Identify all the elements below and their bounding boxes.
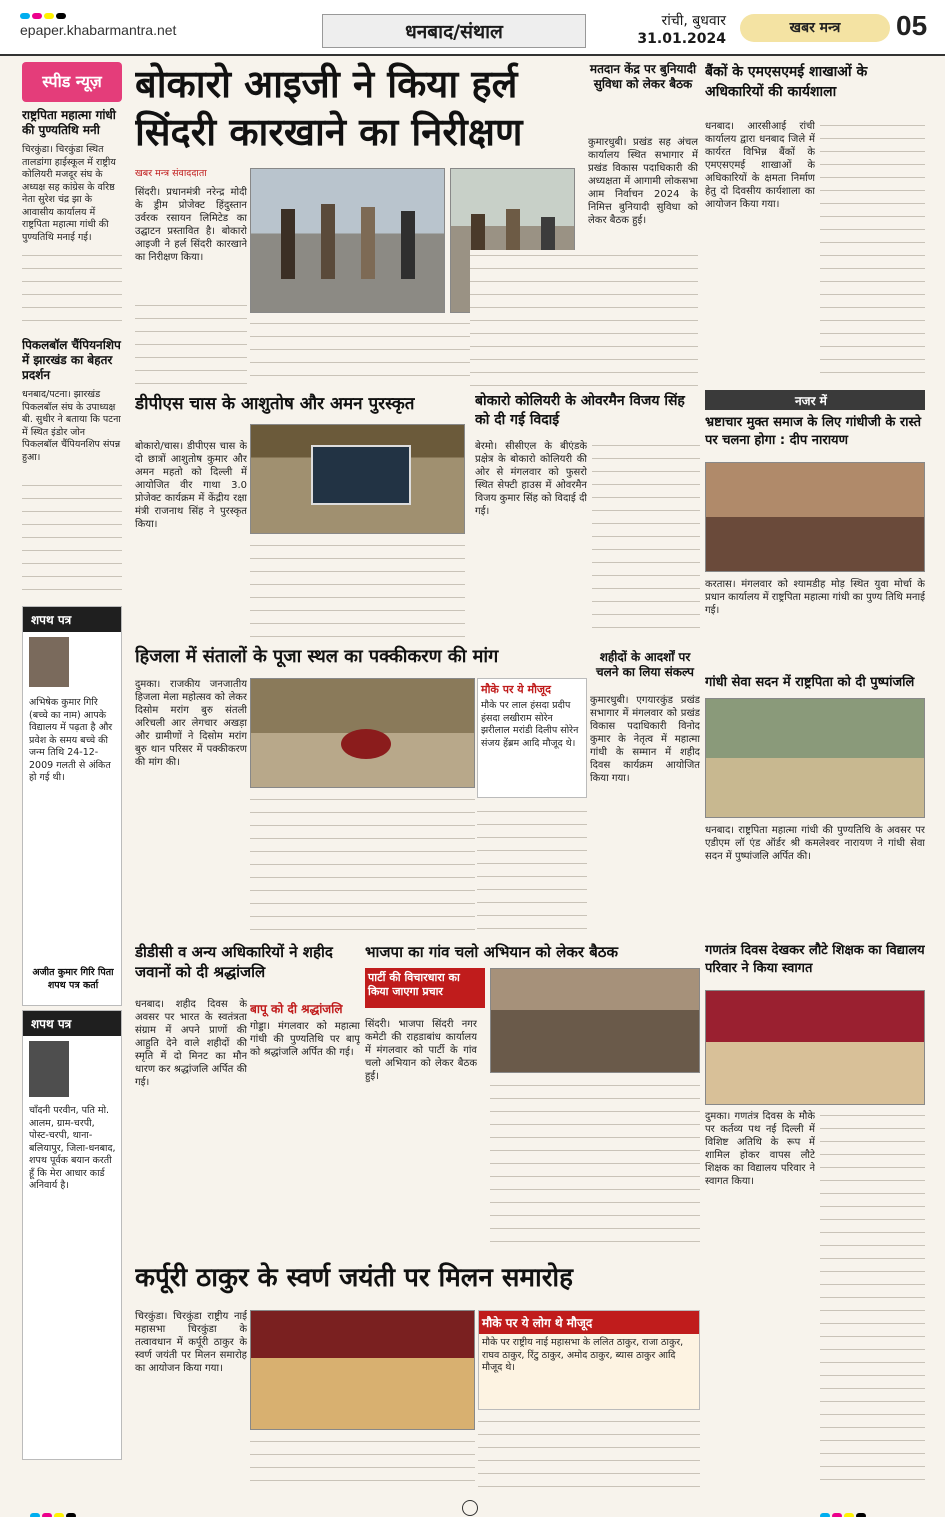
speed-news-label: स्पीड न्यूज़ [22, 62, 122, 102]
presence-box-2 [478, 1310, 700, 1410]
right-news-4-body: दुमका। गणतंत्र दिवस के मौके पर कर्तव्य पथ नई दिल्ली में विशिष्ट अतिथि के रूप में शामिल होकर वापस लौटे शिक्षक का विद्यालय परिवार ने स्वागत किया। [705, 1111, 815, 1187]
nazar-label: नजर में [795, 394, 827, 408]
left-news-1-title: राष्ट्रपिता महात्मा गांधी की पुण्यतिथि मनी [22, 108, 116, 137]
presence-box-1-title: मौके पर ये मौजूद [481, 683, 551, 696]
sub4-body: सिंदरी। भाजपा सिंदरी नगर कमेटी की राहडाबांध कार्यालय में मंगलवार को पार्टी के गांव चलो अभियान को लेकर बैठक हुई। [365, 1019, 477, 1082]
bapu-title-text: बापू को दी श्रद्धांजलि [250, 1002, 343, 1016]
text-filler [820, 1110, 925, 1490]
page-footer [0, 1500, 945, 1517]
sub4-kicker: पार्टी की विचारधारा का किया जाएगा प्रचार [365, 968, 485, 1008]
epaper-url[interactable]: epaper.khabarmantra.net [20, 22, 177, 38]
sub2-body: दुमका। राजकीय जनजातीय हिजला मेला महोत्सव को लेकर दिसोम मरांग बुरु संतली अरिचली आर लेगचार अखड़ा और ग्रामीणों ने दिसोम मरांग बुरु थान परिसर में पक्कीकरण की मांग की। [135, 679, 247, 768]
hijla-worship-photo [250, 678, 475, 788]
affidavit-2-photo [29, 1041, 69, 1097]
affidavit-1-signature: अजीत कुमार गिरि पिता शपथ पत्र कर्ता [32, 967, 114, 991]
left-news-1-body: चिरकुंडा। चिरकुंडा स्थित तालडांगा हाईस्कूल में राष्ट्रीय कोलियरी मजदूर संघ के अध्यक्ष सह कांग्रेस के वरिष्ठ नेता सुरेश चंद्र झा के आवासीय कार्यालय में राष्ट्रपिता महात्मा गांधी की पुण्यतिथि मनाई गई। [22, 144, 116, 243]
bapu-body: गोड्डा। मंगलवार को महात्मा गांधी की पुण्यतिथि पर बापू को श्रद्धांजलि अर्पित की गई। [250, 1021, 360, 1058]
page-number: 05 [896, 10, 928, 41]
text-filler [250, 794, 475, 934]
affidavit-1-body: अभिषेक कुमार गिरि (बच्चे का नाम) आपके विद्यालय में पढ़ता है और प्रवेश के समय बच्चे की जन्म तिथि 24-12-2009 गलती से अंकित हो गई थी। [29, 697, 113, 783]
text-filler [22, 480, 122, 600]
sub5-body: चिरकुंडा। चिरकुंडा राष्ट्रीय नाई महासभा चिरकुंडा के तत्वावधान में कर्पूरी ठाकुर के स्वर्ण जयंती पर मिलन समारोह का आयोजन किया गया। [135, 1311, 247, 1374]
city-day: रांची, बुधवार [661, 13, 726, 29]
karpoori-event-photo [250, 1310, 475, 1430]
presence-box-2-body: मौके पर राष्ट्रीय नाई महासभा के ललित ठाकुर, राजा ठाकुर, राघव ठाकुर, रिंटु ठाकुर, अमोद ठाकुर, ब्यास ठाकुर आदि मौजूद थे। [482, 1337, 684, 1373]
page-header [0, 0, 945, 56]
text-filler [478, 1416, 700, 1490]
presence-box-2-title: मौके पर ये लोग थे मौजूद [479, 1311, 699, 1334]
text-filler [250, 1436, 475, 1490]
affidavit-1-title: शपथ पत्र [23, 607, 121, 632]
registration-mark-icon [462, 1500, 478, 1516]
brand-logo: खबर मन्त्र [740, 14, 890, 42]
affidavit-1-photo [29, 637, 69, 687]
affidavit-2-body: चाँदनी परवीन, पति मो. आलम, ग्राम-चरपी, पोस्ट-चरपी, थाना-बलियापुर, जिला-धनबाद, शपथ पूर्वक बयान करती हूँ कि मेरा आधार कार्ड अनिवार्य है। [29, 1105, 116, 1191]
mid-news-1-title [588, 62, 698, 132]
mid-news-2-title-text: बोकारो कोलियरी के ओवरमैन विजय सिंह को दी गई विदाई [475, 393, 685, 428]
text-filler [477, 806, 587, 936]
right-news-4-title-text: गणतंत्र दिवस देखकर लौटे शिक्षक का विद्यालय परिवार ने किया स्वागत [705, 943, 925, 976]
sub3-body: धनबाद। शहीद दिवस के अवसर पर भारत के स्वतंत्रता संग्राम में अपने प्राणों की आहुति देने वाले शहीदों की स्मृति में दो मिनट का मौन धारण कर श्रद्धांजलि अर्पित की गई। [135, 999, 247, 1088]
mid-news-3-title-text: शहीदों के आदर्शों पर चलने का लिया संकल्प [596, 650, 694, 679]
color-registration-strip [20, 4, 920, 10]
section-title: धनबाद/संथाल [322, 14, 586, 48]
right-news-3-body: धनबाद। राष्ट्रपिता महात्मा गांधी की पुण्यतिथि के अवसर पर एडीएम लॉ एंड ऑर्डर श्री कमलेश्वर नारायण ने गांधी सेवा सदन में पुष्पांजलि अर्पित की। [705, 825, 925, 862]
bjp-meeting-photo [490, 968, 700, 1073]
presence-box-1 [477, 678, 587, 798]
mid-news-1-body: कुमारधुबी। प्रखंड सह अंचल कार्यालय स्थित सभागार में प्रखंड विकास पदाधिकारी की अध्यक्षता में आगामी लोकसभा आम निर्वाचन 2024 के निमित्त बुनियादी सुविधा को लेकर बैठक हुई। [588, 137, 698, 226]
right-news-3-title-text: गांधी सेवा सदन में राष्ट्रपिता को दी पुष्पांजलि [705, 675, 915, 690]
dateline [596, 12, 726, 48]
sub1-headline-text: डीपीएस चास के आशुतोष और अमन पुरस्कृत [135, 394, 415, 414]
right-news-2-title [705, 414, 925, 460]
mid-news-1-title-text: मतदान केंद्र पर बुनियादी सुविधा को लेकर बैठक [589, 62, 697, 91]
affidavit-1 [22, 606, 122, 1006]
left-news-2-body: धनबाद/पटना। झारखंड पिकलबॉल संघ के उपाध्यक्ष बी. सुधीर ने बताया कि पटना में स्थित इंडोर जोन पिकलबॉल चैंपियनशिप संपन्न हुआ। [22, 389, 121, 463]
sub5-headline-text: कर्पूरी ठाकुर के स्वर्ण जयंती पर मिलन समारोह [135, 1263, 573, 1293]
ig-inspection-photo-1 [250, 168, 445, 313]
affidavit-2-title: शपथ पत्र [23, 1011, 121, 1036]
teacher-welcome-photo [705, 990, 925, 1105]
text-filler [490, 1080, 700, 1245]
text-filler [470, 250, 698, 390]
right-news-4-title [705, 942, 925, 988]
mid-news-3-body: कुमारधुबी। एगयारकुंड प्रखंड सभागार में मंगलवार को प्रखंड विकास पदाधिकारी विनोद कुमार के नेतृत्व में महात्मा गांधी के सम्मान में शहीद दिवस कार्यक्रम आयोजित किया गया। [590, 695, 700, 784]
affidavit-2 [22, 1010, 122, 1460]
sub3-headline [135, 942, 365, 990]
main-headline-text: बोकारो आइजी ने किया हर्ल सिंदरी कारखाने का निरीक्षण [135, 62, 523, 154]
right-news-2-body: करतास। मंगलवार को श्यामडीह मोड़ स्थित युवा मोर्चा के प्रधान कार्यालय में राष्ट्रपिता महात्मा गांधी का पुण्य तिथि मनाई गई। [705, 579, 925, 616]
nazar-bar [705, 390, 925, 410]
text-filler [135, 300, 247, 390]
text-filler [250, 540, 465, 640]
text-filler [22, 250, 122, 330]
right-news-1-title [705, 62, 925, 112]
gandhi-tribute-photo [705, 462, 925, 572]
right-news-2-title-text: भ्रष्टाचार मुक्त समाज के लिए गांधीजी के रास्ते पर चलना होगा : दीप नारायण [705, 415, 921, 448]
main-headline [135, 60, 585, 160]
sub3-headline-text: डीडीसी व अन्य अधिकारियों ने शहीद जवानों को दी श्रद्धांजलि [135, 943, 333, 981]
text-filler [592, 440, 700, 640]
mid-news-2-body: बेरमो। सीसीएल के बीएंडके प्रक्षेत्र के बोकारो कोलियरी की ओर से मंगलवार को फुसरो स्थित सेफ्टी हाउस में ओवरमैन विजय कुमार सिंह को विदाई दी गई। [475, 441, 587, 517]
dps-award-photo [250, 424, 465, 534]
main-byline: खबर मन्त्र संवाददाता [135, 168, 207, 179]
sub1-headline [135, 392, 470, 418]
sub4-headline [365, 942, 700, 966]
main-body: सिंदरी। प्रधानमंत्री नरेन्द्र मोदी के ड्रीम प्रोजेक्ट हिंदुस्तान उर्वरक रसायन लिमिटेड का उद्घाटन प्रस्तावित है। बोकारो आइजी ने हर्ल सिंदरी कारखाने का निरीक्षण किया। [135, 187, 247, 263]
mid-news-3-title [590, 650, 700, 690]
right-news-1-body: धनबाद। आरसीआई रांची कार्यालय द्वारा धनबाद जिले में कार्यरत विभिन्न बैंकों के एमएसएमई शाखाओं के अधिकारियों के क्षमता निर्माण हेतु दो दिवसीय कार्यशाला का आयोजन किया गया। [705, 121, 815, 210]
right-news-1-title-text: बैंकों के एमएसएमई शाखाओं के अधिकारियों की कार्यशाला [705, 64, 868, 100]
sub5-headline [135, 1258, 700, 1302]
right-news-3-title [705, 672, 925, 696]
sub4-headline-text: भाजपा का गांव चलो अभियान को लेकर बैठक [365, 943, 619, 961]
gandhi-seva-sadan-photo [705, 698, 925, 818]
sub2-headline [135, 644, 585, 672]
text-filler [820, 120, 925, 380]
issue-date: 31.01.2024 [637, 31, 726, 47]
presence-box-1-body: मौके पर लाल हंसदा प्रदीप हंसदा लखीराम सोरेन झरीलाल मरांडी दिलीप सोरेन संजय हेंब्रम आदि मौजूद थे। [481, 700, 579, 749]
sub1-body: बोकारो/चास। डीपीएस चास के दो छात्रों आशुतोष कुमार और अमन महतो को दिल्ली में आयोजित वीर गाथा 3.0 प्रोजेक्ट कार्यक्रम में केंद्रीय रक्षा मंत्री राजनाथ सिंह ने पुरस्कृत किया। [135, 441, 247, 530]
mid-news-2-title [475, 392, 700, 436]
left-news-2-title: पिकलबॉल चैंपियनशिप में झारखंड का बेहतर प्रदर्शन [22, 338, 121, 382]
sub2-headline-text: हिजला में संतालों के पूजा स्थल का पक्कीकरण की मांग [135, 646, 499, 667]
